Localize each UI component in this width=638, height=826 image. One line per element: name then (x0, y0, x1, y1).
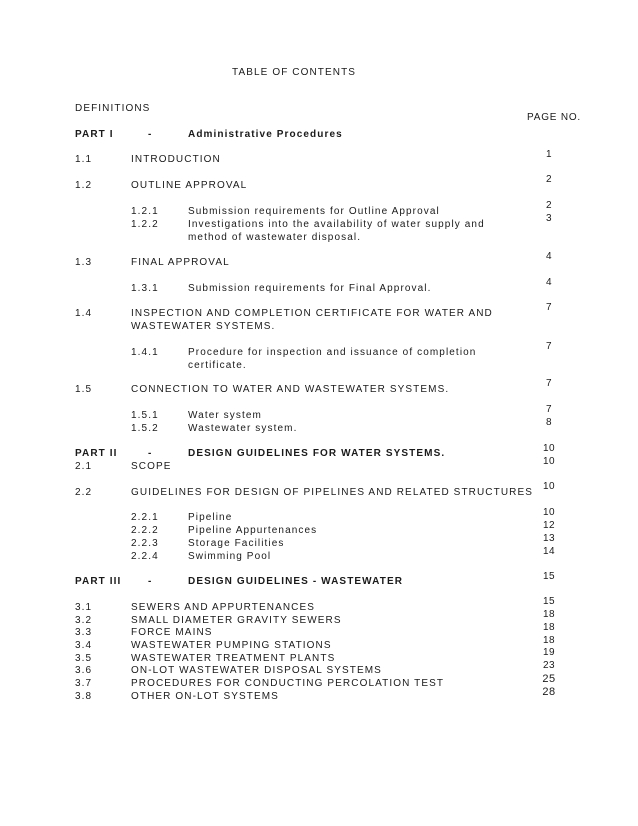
toc-title-3-4: WASTEWATER PUMPING STATIONS (131, 640, 332, 651)
toc-num-2-2-3: 2.2.3 (131, 538, 159, 549)
toc-title-1-3: FINAL APPROVAL (131, 257, 230, 268)
toc-title-1-5: CONNECTION TO WATER AND WASTEWATER SYSTEMS. (131, 384, 450, 395)
toc-page-3-7: 25 (542, 673, 556, 685)
toc-page-2-2-4: 14 (542, 546, 556, 557)
toc-page-2-2: 10 (542, 481, 556, 492)
toc-num-3-8: 3.8 (75, 691, 93, 702)
toc-num-1-4-1: 1.4.1 (131, 347, 159, 358)
toc-title-1-4-line1: INSPECTION AND COMPLETION CERTIFICATE FOR WATER AND (131, 308, 493, 319)
toc-num-2-1: 2.1 (75, 461, 93, 472)
toc-num-3-1: 3.1 (75, 602, 93, 613)
toc-title-1-3-1: Submission requirements for Final Approval. (188, 283, 432, 294)
toc-num-1-2: 1.2 (75, 180, 93, 191)
part3-label: PART III (75, 576, 122, 587)
toc-page-3-2: 18 (542, 609, 556, 620)
part1-dash: - (148, 129, 153, 140)
toc-num-1-3: 1.3 (75, 257, 93, 268)
toc-title-3-1: SEWERS AND APPURTENANCES (131, 602, 316, 613)
toc-page-1-2-2: 3 (545, 213, 553, 224)
toc-num-1-1: 1.1 (75, 154, 93, 165)
part2-dash: - (148, 448, 153, 459)
toc-page-1-2: 2 (545, 174, 553, 185)
toc-page-1-3: 4 (545, 251, 553, 262)
toc-num-2-2-2: 2.2.2 (131, 525, 159, 536)
toc-page-1-5-2: 8 (545, 417, 553, 428)
toc-num-3-5: 3.5 (75, 653, 93, 664)
toc-page-2-2-1: 10 (542, 507, 556, 518)
toc-num-1-5: 1.5 (75, 384, 93, 395)
toc-title-1-4-line2: WASTEWATER SYSTEMS. (131, 321, 276, 332)
toc-page-1-4: 7 (545, 302, 553, 313)
toc-page-1-4-1: 7 (545, 341, 553, 352)
toc-title-2-2-4: Swimming Pool (188, 551, 272, 562)
toc-page-part2: 10 (542, 443, 556, 454)
part1-title: Administrative Procedures (188, 129, 343, 140)
toc-page-3-5: 19 (542, 647, 556, 658)
part2-label: PART II (75, 448, 118, 459)
toc-page-1-3-1: 4 (545, 277, 553, 288)
toc-page-1-2-1: 2 (545, 200, 553, 211)
toc-num-2-2: 2.2 (75, 487, 93, 498)
part2-title: DESIGN GUIDELINES FOR WATER SYSTEMS. (188, 448, 446, 459)
toc-num-3-2: 3.2 (75, 615, 93, 626)
toc-num-1-3-1: 1.3.1 (131, 283, 159, 294)
toc-page-3-4: 18 (542, 635, 556, 646)
toc-title-2-2-1: Pipeline (188, 512, 233, 523)
part3-dash: - (148, 576, 153, 587)
toc-num-3-3: 3.3 (75, 627, 93, 638)
toc-page-2-2-2: 12 (542, 520, 556, 531)
toc-title-2-2-2: Pipeline Appurtenances (188, 525, 318, 536)
part1-label: PART I (75, 129, 114, 140)
toc-num-1-4: 1.4 (75, 308, 93, 319)
toc-title-1-2: OUTLINE APPROVAL (131, 180, 248, 191)
toc-num-3-6: 3.6 (75, 665, 93, 676)
toc-title-2-1: SCOPE (131, 461, 172, 472)
toc-title-3-7: PROCEDURES FOR CONDUCTING PERCOLATION TEST (131, 678, 445, 689)
page-no-label: PAGE NO. (527, 112, 582, 123)
toc-title-3-8: OTHER ON-LOT SYSTEMS (131, 691, 279, 702)
toc-page-2-1: 10 (542, 456, 556, 467)
part3-title: DESIGN GUIDELINES - WASTEWATER (188, 576, 404, 587)
toc-num-1-2-1: 1.2.1 (131, 206, 159, 217)
toc-title-1-2-1: Submission requirements for Outline Approval (188, 206, 440, 217)
toc-title-3-6: ON-LOT WASTEWATER DISPOSAL SYSTEMS (131, 665, 382, 676)
toc-page-part3: 15 (542, 571, 556, 582)
definitions-heading: DEFINITIONS (75, 103, 151, 114)
toc-num-2-2-1: 2.2.1 (131, 512, 159, 523)
toc-title-2-2: GUIDELINES FOR DESIGN OF PIPELINES AND RELATED STRUCTURES (131, 487, 534, 498)
toc-num-3-4: 3.4 (75, 640, 93, 651)
toc-page-3-3: 18 (542, 622, 556, 633)
toc-title-1-5-2: Wastewater system. (188, 423, 298, 434)
toc-page-1-1: 1 (545, 149, 553, 160)
toc-title-2-2-3: Storage Facilities (188, 538, 285, 549)
toc-title-1-5-1: Water system (188, 410, 262, 421)
toc-title-1-2-2-line2: method of wastewater disposal. (188, 232, 362, 243)
toc-page-3-6: 23 (542, 660, 556, 671)
toc-title-1-1: INTRODUCTION (131, 154, 221, 165)
toc-title-1-4-1-line1: Procedure for inspection and issuance of completion (188, 347, 477, 358)
toc-title-3-3: FORCE MAINS (131, 627, 213, 638)
toc-title-1-2-2-line1: Investigations into the availability of water supply and (188, 219, 485, 230)
toc-page-3-8: 28 (542, 686, 556, 698)
toc-page-3-1: 15 (542, 596, 556, 607)
toc-title-3-2: SMALL DIAMETER GRAVITY SEWERS (131, 615, 342, 626)
toc-page-2-2-3: 13 (542, 533, 556, 544)
toc-page-1-5: 7 (545, 378, 553, 389)
toc-num-1-2-2: 1.2.2 (131, 219, 159, 230)
toc-num-1-5-2: 1.5.2 (131, 423, 159, 434)
toc-num-2-2-4: 2.2.4 (131, 551, 159, 562)
page-title: TABLE OF CONTENTS (232, 67, 357, 78)
toc-page-1-5-1: 7 (545, 404, 553, 415)
toc-num-1-5-1: 1.5.1 (131, 410, 159, 421)
toc-num-3-7: 3.7 (75, 678, 93, 689)
toc-title-3-5: WASTEWATER TREATMENT PLANTS (131, 653, 336, 664)
toc-title-1-4-1-line2: certificate. (188, 360, 247, 371)
